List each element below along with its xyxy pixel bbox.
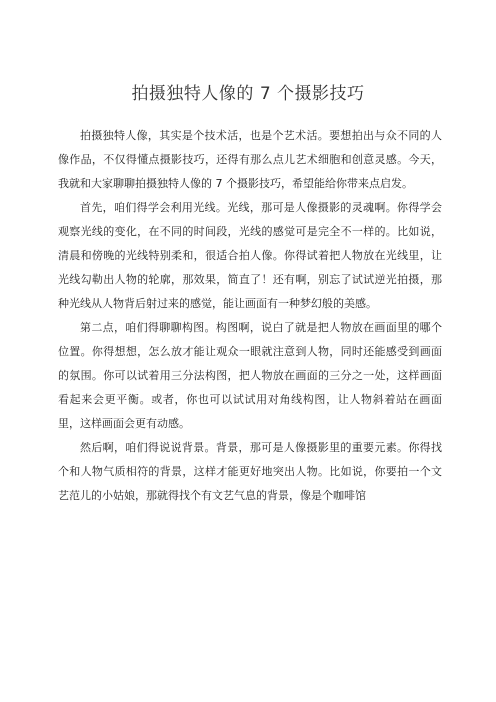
paragraph-intro: 拍摄独特人像，其实是个技术活，也是个艺术活。要想拍出与众不同的人像作品，不仅得懂点摄影技巧，还得有那么点儿艺术细胞和创意灵感。今天，我就和大家聊聊拍摄独特人像的 7 个摄影技巧，希望能给你带来点启发。 — [58, 129, 442, 190]
paragraph-composition: 第二点，咱们得聊聊构图。构图啊，说白了就是把人物放在画面里的哪个位置。你得想想，怎么放才能让观众一眼就注意到人物，同时还能感受到画面的氛围。你可以试着用三分法构图，把人物放在画面的三分之一处，这样画面看起来会更平衡。或者，你也可以试试用对角线构图，让人物斜着站在画面里，这样画面会更有动感。 — [58, 321, 442, 430]
document-title: 拍摄独特人像的 7 个摄影技巧 — [131, 84, 365, 104]
paragraph-lighting: 首先，咱们得学会利用光线。光线，那可是人像摄影的灵魂啊。你得学会观察光线的变化，在不同的时间段，光线的感觉可是完全不一样的。比如说，清晨和傍晚的光线特别柔和，很适合拍人像。你得试着把人物放在光线里，让光线勾勒出人物的轮廓，那效果，简直了！还有啊，别忘了试试逆光拍摄，那种光线从人物背后射过来的感觉，能让画面有一种梦幻般的美感。 — [58, 201, 442, 310]
document-body — [58, 124, 442, 508]
paragraph-background: 然后啊，咱们得说说背景。背景，那可是人像摄影里的重要元素。你得找个和人物气质相符的背景，这样才能更好地突出人物。比如说，你要拍一个文艺范儿的小姑娘，那就得找个有文艺气息的背景，像是个咖啡馆 — [58, 441, 442, 502]
